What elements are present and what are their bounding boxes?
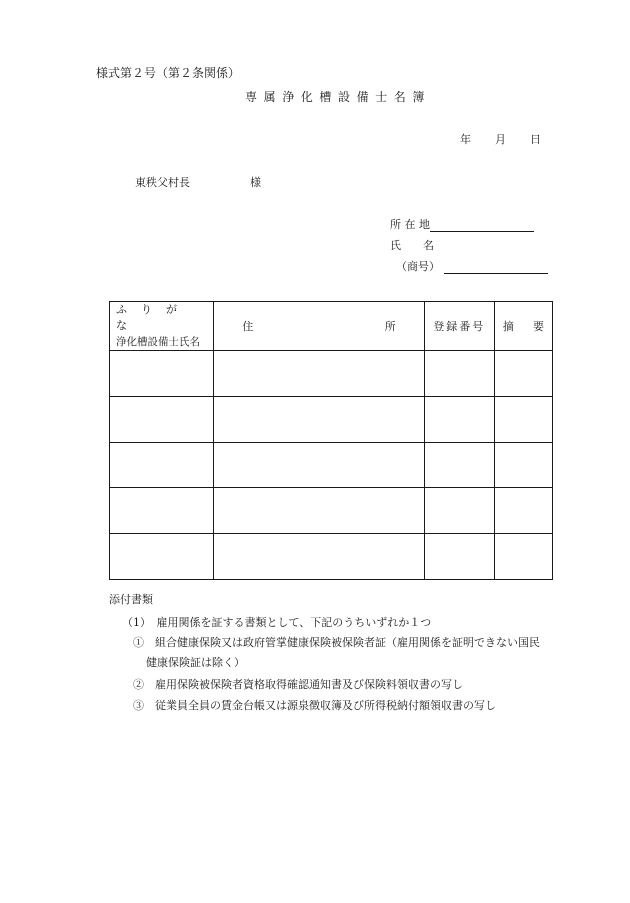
table-row bbox=[110, 488, 553, 534]
address-header-left: 住 bbox=[242, 320, 254, 333]
header-name-cell bbox=[110, 302, 214, 351]
attachments-heading: 添付書類 bbox=[109, 593, 153, 606]
table-row bbox=[110, 442, 553, 488]
furigana-header: ふりがな bbox=[116, 303, 191, 332]
address-cell[interactable] bbox=[214, 396, 424, 442]
document-title: 専属浄化槽設備士名簿 bbox=[245, 90, 432, 104]
name-cell[interactable] bbox=[110, 351, 214, 397]
address-cell[interactable] bbox=[214, 534, 424, 580]
address-cell[interactable] bbox=[214, 488, 424, 534]
trade-name-line[interactable] bbox=[444, 261, 548, 274]
addressee-honorific: 様 bbox=[250, 176, 261, 189]
attachment-item-1: （1） 雇用関係を証する書類として、下記のうちいずれか１つ bbox=[122, 616, 432, 629]
remarks-header-right: 要 bbox=[533, 320, 544, 333]
date-day-label: 日 bbox=[530, 133, 541, 146]
address-header-right: 所 bbox=[384, 320, 396, 333]
registration-cell[interactable] bbox=[424, 488, 494, 534]
address-line[interactable] bbox=[430, 219, 534, 232]
attachment-subitem-3: ③ 従業員全員の賃金台帳又は源泉徴収簿及び所得税納付額領収書の写し bbox=[133, 699, 496, 712]
name-label: 氏 名 bbox=[390, 239, 434, 252]
table-row bbox=[110, 534, 553, 580]
addressee-name: 東秩父村長 bbox=[135, 176, 190, 189]
registration-cell[interactable] bbox=[424, 534, 494, 580]
table-header-row bbox=[110, 302, 553, 351]
address-cell[interactable] bbox=[214, 442, 424, 488]
date-line bbox=[460, 131, 541, 147]
attachment-subitem-2: ② 雇用保険被保険者資格取得確認通知書及び保険料領収書の写し bbox=[133, 678, 463, 691]
attachment-subitem-1-continuation: 健康保険証は除く） bbox=[146, 656, 245, 669]
installer-name-header: 浄化槽設備士氏名 bbox=[116, 336, 200, 348]
applicant-trade-name-row bbox=[396, 258, 548, 274]
name-cell[interactable] bbox=[110, 396, 214, 442]
remarks-cell[interactable] bbox=[494, 442, 552, 488]
registration-cell[interactable] bbox=[424, 396, 494, 442]
applicant-address-row bbox=[390, 216, 534, 232]
form-number: 様式第２号（第２条関係） bbox=[96, 66, 241, 80]
trade-name-label: （商号） bbox=[396, 260, 440, 273]
name-cell[interactable] bbox=[110, 534, 214, 580]
remarks-cell[interactable] bbox=[494, 534, 552, 580]
remarks-cell[interactable] bbox=[494, 396, 552, 442]
attachment-subitem-1: ① 組合健康保険又は政府管掌健康保険被保険者証（雇用関係を証明できない国民 bbox=[133, 636, 540, 649]
table-row bbox=[110, 396, 553, 442]
header-remarks-cell bbox=[494, 302, 552, 351]
registration-cell[interactable] bbox=[424, 442, 494, 488]
remarks-cell[interactable] bbox=[494, 488, 552, 534]
applicant-name-row bbox=[390, 237, 434, 253]
header-address-cell bbox=[214, 302, 424, 351]
remarks-cell[interactable] bbox=[494, 351, 552, 397]
registration-cell[interactable] bbox=[424, 351, 494, 397]
address-cell[interactable] bbox=[214, 351, 424, 397]
date-month-label: 月 bbox=[495, 133, 506, 146]
registration-number-header: 登録番号 bbox=[424, 302, 494, 351]
name-cell[interactable] bbox=[110, 442, 214, 488]
installer-roster-table bbox=[109, 301, 553, 580]
name-cell[interactable] bbox=[110, 488, 214, 534]
address-label: 所 在 地 bbox=[390, 218, 430, 231]
date-year-label: 年 bbox=[460, 133, 471, 146]
remarks-header-left: 摘 bbox=[502, 320, 514, 333]
table-row bbox=[110, 351, 553, 397]
